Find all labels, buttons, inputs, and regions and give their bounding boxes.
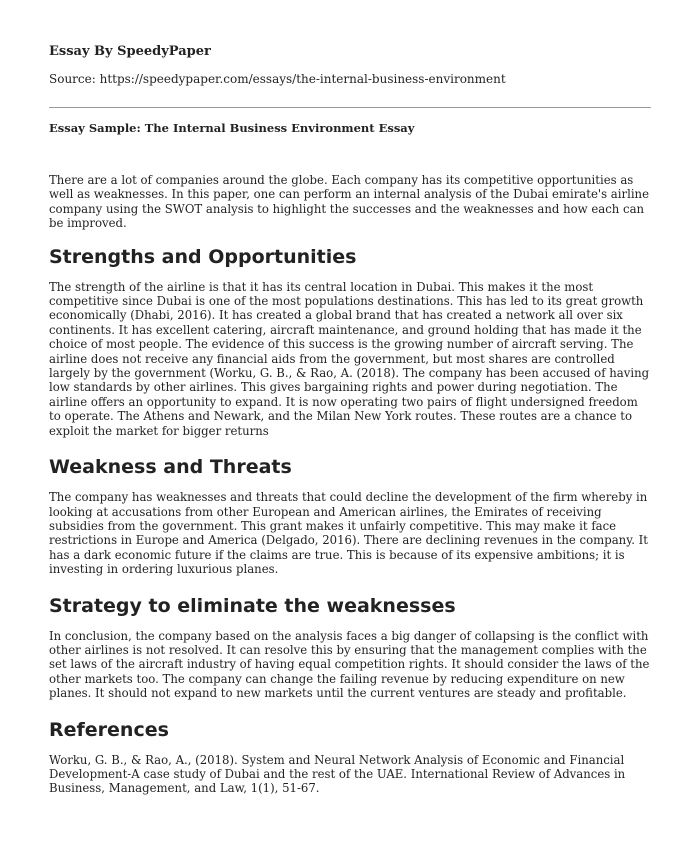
essay-title: Essay Sample: The Internal Business Environment Essay [49,121,415,135]
heading-strategy: Strategy to eliminate the weaknesses [49,594,456,617]
essay-body [49,173,651,796]
heading-references: References [49,718,169,741]
strengths-paragraph: The strength of the airline is that it has its central location in Dubai. This makes it the most competitive since Dubai is one of the most populations destinations. This has led to its great growth economically (Dhabi, 2016). It has created a global brand that has created a network all over six continents. It has excellent catering, aircraft maintenance, and ground holding that has made it the choice of most people. The evidence of this success is the growing number of aircraft serving. The airline does not receive any financial aids from the government, but most shares are controlled largely by the government (Worku, G. B., & Rao, A. (2018). The company has been accused of having low standards by other airlines. This gives bargaining rights and power during negotiation. The airline offers an opportunity to expand. It is now operating two pairs of flight undersigned freedom to operate. The Athens and Newark, and the Milan New York routes. These routes are a chance to exploit the market for bigger returns [49,279,650,438]
intro-paragraph: There are a lot of companies around the globe. Each company has its competitive opportunities as well as weaknesses. In this paper, one can perform an internal analysis of the Dubai emirate's airline company using the SWOT analysis to highlight the successes and the weaknesses and how each can be improved. [49,173,649,231]
reference-entry: Worku, G. B., & Rao, A., (2018). System and Neural Network Analysis of Economic and Financial Development-A case study of Dubai and the rest of the UAE. International Review of Advances in Business, Management, and Law, 1(1), 51-67. [49,752,626,796]
heading-strengths: Strengths and Opportunities [49,245,357,268]
heading-weakness: Weakness and Threats [49,456,292,479]
strategy-paragraph: In conclusion, the company based on the analysis faces a big danger of collapsing is the conflict with other airlines is not resolved. It can resolve this by ensuring that the management complies with the set laws of the aircraft industry of having equal competition rights. It should consider the laws of the other markets too. The company can change the failing revenue by reducing expenditure on new planes. It should not expand to new markets until the current ventures are steady and profitable. [49,628,650,701]
weakness-paragraph: The company has weaknesses and threats that could decline the development of the firm whereby in looking at accusations from other European and American airlines, the Emirates of receiving subsidies from the government. This grant makes it unfairly competitive. This may make it face restrictions in Europe and America (Delgado, 2016). There are declining revenues in the company. It has a dark economic future if the claims are true. This is because of its expensive ambitions; it is investing in ordering luxurious planes. [49,490,648,577]
source-line: Source: https://speedypaper.com/essays/the-internal-business-environment [49,72,506,86]
document-header-title: Essay By SpeedyPaper [49,44,211,59]
header-divider [49,107,651,108]
